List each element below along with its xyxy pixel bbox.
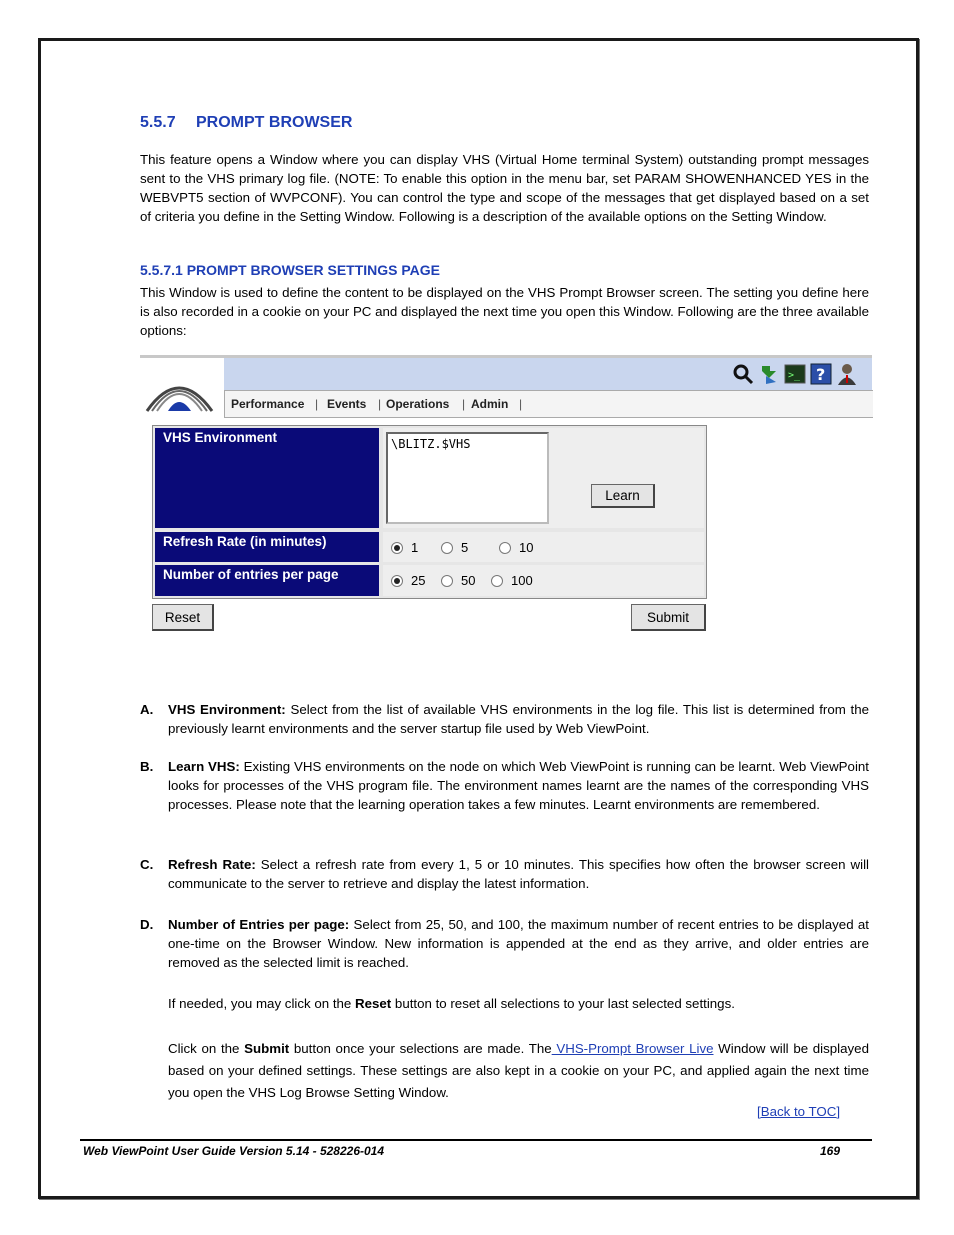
refresh-option-1[interactable]: 1 bbox=[391, 540, 418, 555]
nav-separator: | bbox=[462, 397, 466, 411]
nav-separator: | bbox=[519, 397, 523, 411]
entries-option-25[interactable]: 25 bbox=[391, 573, 425, 588]
learn-button[interactable]: Learn bbox=[591, 484, 655, 508]
nav-separator: | bbox=[315, 397, 319, 411]
vhs-environment-label: VHS Environment bbox=[155, 428, 379, 528]
nav-bar bbox=[224, 390, 873, 418]
entries-per-page-label: Number of entries per page bbox=[155, 565, 379, 596]
vhs-environment-input[interactable] bbox=[386, 432, 549, 524]
entries-option-100[interactable]: 100 bbox=[491, 573, 533, 588]
radio-selected-icon bbox=[391, 575, 403, 587]
footer-rule bbox=[80, 1139, 872, 1141]
nav-operations[interactable]: Operations bbox=[386, 397, 450, 411]
refresh-option-10[interactable]: 10 bbox=[499, 540, 533, 555]
radio-icon bbox=[441, 542, 453, 554]
settings-screenshot bbox=[140, 355, 872, 685]
svg-text:?: ? bbox=[816, 365, 826, 384]
intro-paragraph: This feature opens a Window where you can display VHS (Virtual Home terminal System) outstanding prompt messages sent to the VHS primary log file. (NOTE: To enable this option in the menu bar, set PARAM SHOWENHANCED YES in the WEBVPT5 section of WVPCONF). You can control the type and scope of the messages that get displayed based on a set of criteria you define in the Setting Window. Following is a description of the available options on the Setting Window. bbox=[140, 152, 869, 224]
list-item: D. Number of Entries per page: Select from 25, 50, and 100, the maximum number of recent entries to be displayed at one-time on the Browser Window. New information is appended at the end as they arrive, and older entries are removed as the selected limit is reached. bbox=[140, 917, 869, 970]
radio-icon bbox=[499, 542, 511, 554]
svg-text:>_: >_ bbox=[788, 370, 801, 381]
footer-title: Web ViewPoint User Guide Version 5.14 - 528226-014 bbox=[83, 1144, 385, 1158]
prompt-browser-live-link[interactable]: VHS-Prompt Browser Live bbox=[551, 1041, 714, 1056]
entries-per-page-cell bbox=[383, 565, 704, 596]
list-item: A. VHS Environment: Select from the list of available VHS environments in the log file. This list is determined from the previously learnt environments and the server startup file used by Web ViewPoint. bbox=[140, 702, 870, 736]
list-item: B. Learn VHS: Existing VHS environments on the node on which Web ViewPoint is running can be learnt. Web ViewPoint looks for processes of the VHS program file. The environment names learnt are the names of the corresponding VHS processes. Please note that the learning operation takes a few minutes. Learnt environments are remembered. bbox=[140, 759, 869, 812]
radio-icon bbox=[491, 575, 503, 587]
terminal-icon[interactable] bbox=[784, 362, 806, 386]
refresh-option-5[interactable]: 5 bbox=[441, 540, 468, 555]
list-item: C. Refresh Rate: Select a refresh rate from every 1, 5 or 10 minutes. This specifies how often the browser screen will communicate to the server to retrieve and display the latest information. bbox=[140, 857, 869, 891]
page-number: 169 bbox=[820, 1144, 841, 1158]
radio-icon bbox=[441, 575, 453, 587]
nav-separator: | bbox=[378, 397, 382, 411]
refresh-arrows-icon[interactable] bbox=[758, 362, 780, 386]
product-logo bbox=[144, 367, 214, 415]
radio-selected-icon bbox=[391, 542, 403, 554]
submit-note: Click on the Submit button once your selections are made. The VHS-Prompt Browser Live Window will be displayed based on your defined settings. These settings are also kept in a cookie on your PC, and applied again the next time you open the VHS Log Browse Setting Window. bbox=[168, 1041, 869, 1100]
refresh-rate-cell bbox=[383, 532, 704, 562]
nav-performance[interactable]: Performance bbox=[231, 397, 305, 411]
help-icon[interactable] bbox=[810, 362, 832, 386]
user-icon[interactable] bbox=[836, 362, 858, 386]
subsection-intro: This Window is used to define the content to be displayed on the VHS Prompt Browser screen. The setting you define here is also recorded in a cookie on your PC and displayed the next time you open this Window. Following are the three available options: bbox=[140, 285, 869, 338]
entries-option-50[interactable]: 50 bbox=[441, 573, 475, 588]
section-heading: 5.5.7 PROMPT BROWSER bbox=[140, 114, 353, 131]
settings-form bbox=[152, 425, 707, 599]
nav-admin[interactable]: Admin bbox=[471, 397, 509, 411]
reset-button[interactable]: Reset bbox=[152, 604, 214, 631]
top-toolbar bbox=[224, 358, 872, 390]
submit-button[interactable]: Submit bbox=[631, 604, 706, 631]
refresh-rate-label: Refresh Rate (in minutes) bbox=[155, 532, 379, 562]
reset-note: If needed, you may click on the Reset button to reset all selections to your last selected settings. bbox=[168, 996, 735, 1011]
toolbar-icons bbox=[732, 362, 858, 386]
back-to-toc-link[interactable]: [Back to TOC] bbox=[757, 1104, 841, 1119]
subsection-heading: 5.5.7.1 PROMPT BROWSER SETTINGS PAGE bbox=[140, 262, 441, 278]
search-icon[interactable] bbox=[732, 362, 754, 386]
nav-events[interactable]: Events bbox=[327, 397, 367, 411]
